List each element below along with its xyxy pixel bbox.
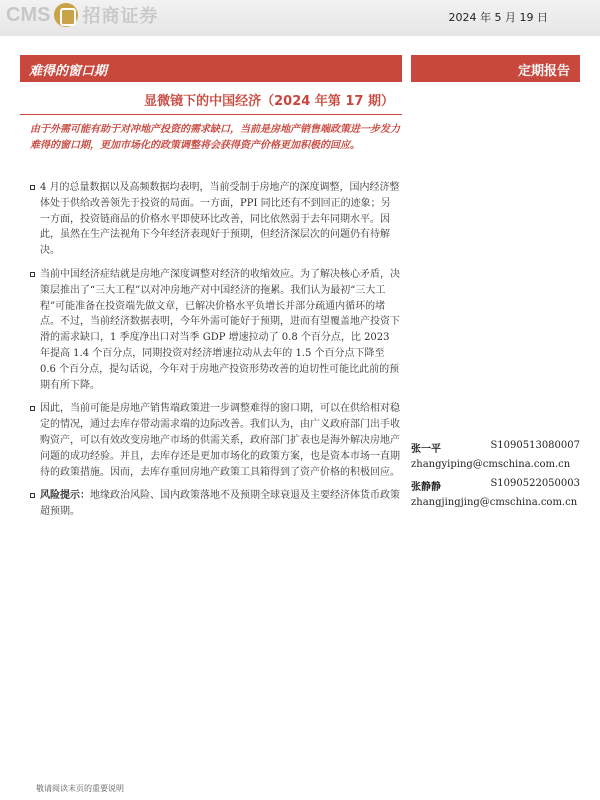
analyst-email[interactable]: zhangjingjing@cmschina.com.cn — [411, 497, 578, 508]
bullet-text: 4 月的总量数据以及高频数据均表明，当前受制于房地产的深度调整，国内经济整体处于供给改善领先于投资的局面。一方面，PPI 同比还有不到回正的迹象；另一方面，投资链商品的价格水平即使环比改善，同比依然弱于去年同期水平。因此，虽然在生产法视角下今年经济表现好于预期，但经济深层次的问题仍有待解决。 — [40, 182, 400, 257]
bullet-square-icon — [30, 185, 35, 190]
bullet-item — [30, 180, 400, 259]
analyst-entry — [411, 478, 580, 508]
analyst-entry — [411, 440, 580, 470]
report-title: 难得的窗口期 — [29, 64, 108, 79]
company-logo — [6, 0, 158, 30]
analyst-id: S1090522050003 — [490, 478, 580, 489]
analyst-id: S1090513080007 — [490, 440, 580, 451]
report-type: 定期报告 — [517, 64, 570, 79]
logo-text-en: CMS — [6, 3, 51, 26]
bullet-item — [30, 401, 400, 480]
page-header — [0, 0, 600, 36]
divider — [20, 114, 402, 115]
analyst-name: 张一平 — [411, 444, 441, 455]
bullet-text: 因此，当前可能是房地产销售端政策进一步调整难得的窗口期，可以在供给相对稳定的情况，通过去库存带动需求端的边际改善。我们认为，由广义政府部门出手收购资产，可以有效改变房地产市场的供需关系，政府部门扩表也是海外解决房地产问题的成功经验。并且，去库存还是更加市场化的政策方案，也是资本市场一直期待的政策措施。因而，去库存重回房地产政策工具箱得到了资产价格的积极回应。 — [40, 403, 400, 478]
footer-disclaimer: 敬请阅读末页的重要说明 — [36, 784, 124, 793]
report-type-bar — [411, 55, 580, 82]
bullet-text: 地缘政治风险、国内政策落地不及预期全球衰退及主要经济体货币政策超预期。 — [40, 490, 400, 518]
bullet-text: 当前中国经济症结就是房地产深度调整对经济的收缩效应。为了解决核心矛盾，决策层推出了“三大工程”以对冲房地产对中国经济的拖累。我们认为最初“三大工程”可能准备在投资端先做文章，已解决价格水平负增长并部分疏通内循环的堵点。不过，当前经济数据表明，今年外需可能好于预期，进而有望覆盖地产投资下滑的需求缺口，1 季度净出口对当季 GDP 增速拉动了 0.8 个百分点，比 2023 年提高 1.4 个百分点，同期投资对经济增速拉动从去年的 1.5 个百分点下降至 0.6 个百分点，提勾话说，今年对于房地产投资形势改善的迫切性可能比此前的预期有所下降。 — [40, 268, 400, 391]
analyst-email[interactable]: zhangyiping@cmschina.com.cn — [411, 459, 571, 470]
report-date: 2024 年 5 月 19 日 — [448, 11, 548, 24]
bullet-square-icon — [30, 272, 35, 277]
analyst-panel — [411, 440, 580, 516]
summary-text: 由于外需可能有助于对冲地产投资的需求缺口，当前是房地产销售端政策进一步发力难得的窗口期，更加市场化的政策调整将会获得资产价格更加积极的回应。 — [30, 124, 400, 151]
report-title-bar — [20, 55, 402, 82]
risk-label: 风险提示： — [40, 490, 90, 502]
logo-text-cn: 招商证券 — [82, 6, 159, 27]
bullet-square-icon — [30, 493, 35, 498]
bullet-list — [30, 180, 400, 528]
bullet-square-icon — [30, 406, 35, 411]
bullet-item — [30, 267, 400, 393]
report-subtitle: 显微镜下的中国经济（2024 年第 17 期） — [144, 94, 394, 109]
logo-mark-icon — [54, 3, 78, 27]
bullet-item-risk — [30, 488, 400, 520]
analyst-name: 张静静 — [411, 482, 441, 493]
